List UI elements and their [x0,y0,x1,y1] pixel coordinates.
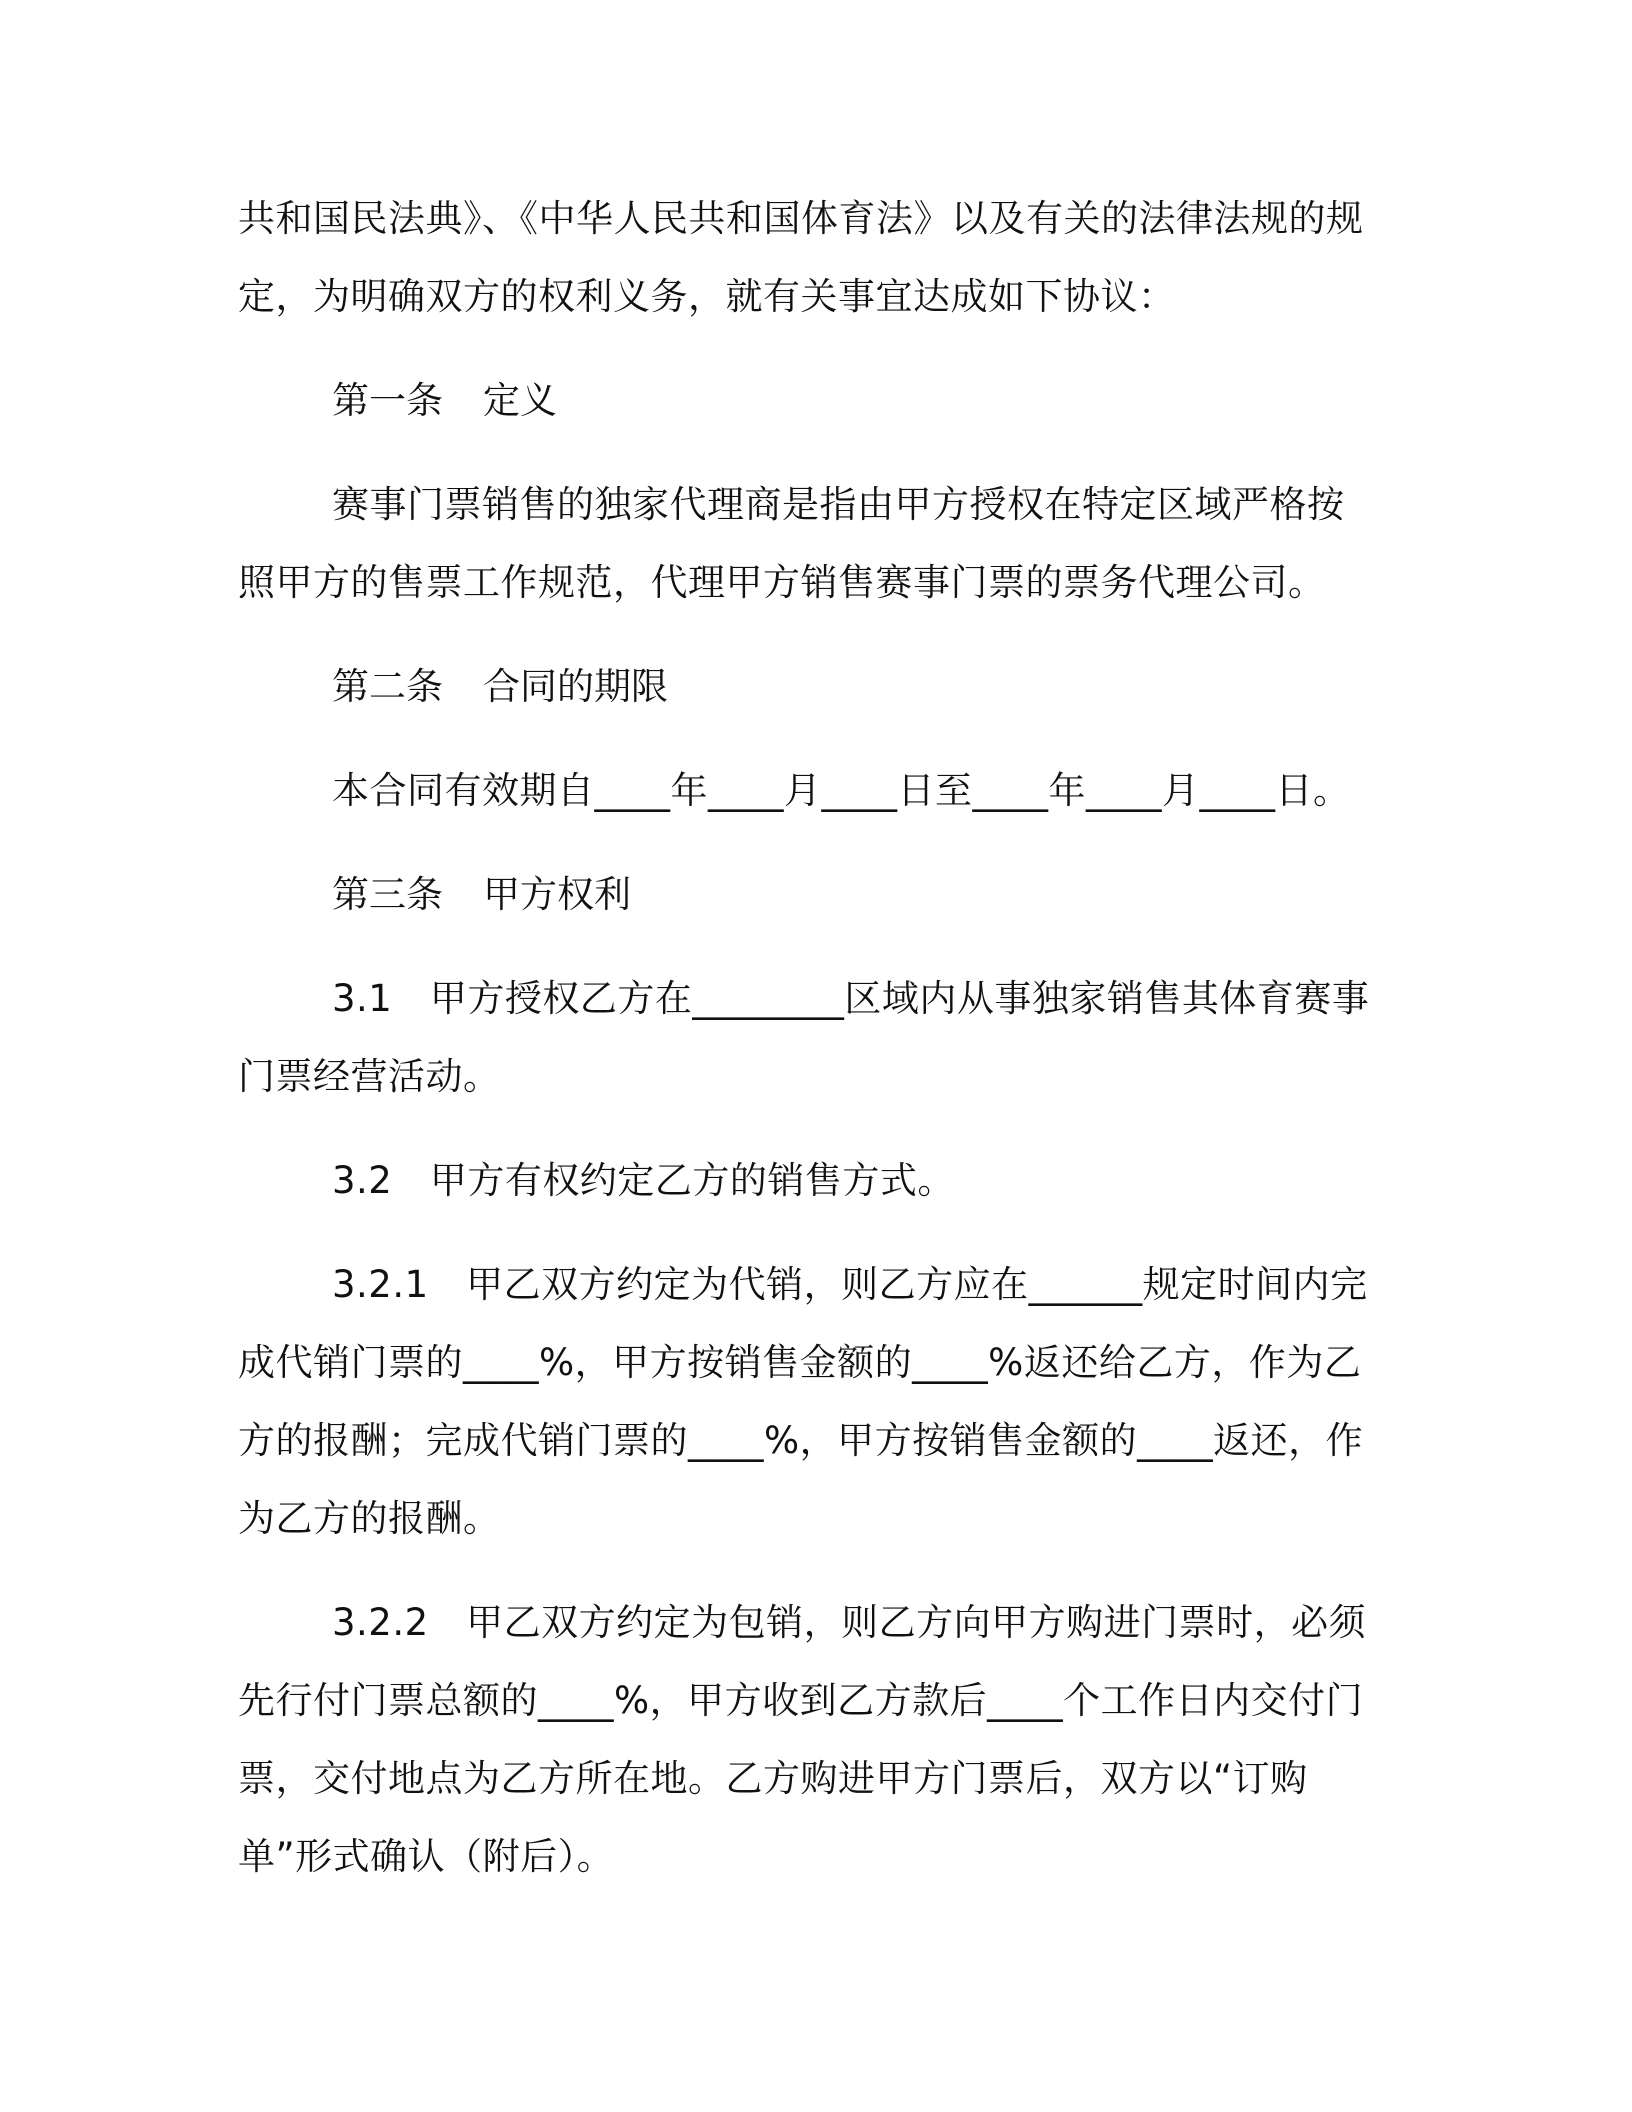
article-2-number: 第二条 [332,665,443,708]
contract-term-paragraph: 本合同有效期自____年____月____日至____年____月____日。 [332,769,1351,812]
article-3-heading [238,856,1378,934]
article-2-heading [238,648,1378,726]
article-1-heading [238,362,1378,440]
article-1-title: 定义 [483,379,557,422]
clause-3-2: 3.2 甲方有权约定乙方的销售方式。 [332,1159,955,1202]
clause-3-2-2: 3.2.2 甲乙双方约定为包销，则乙方向甲方购进门票时，必须先行付门票总额的____%，甲方收到乙方款后____个工作日内交付门票，交付地点为乙方所在地。乙方购进甲方门票后，双方以“订购单”形式确认（附后）。 [238,1601,1367,1878]
clause-3-1: 3.1 甲方授权乙方在________区域内从事独家销售其体育赛事门票经营活动。 [238,977,1370,1098]
article-1-number: 第一条 [332,379,443,422]
document-body [238,180,1378,1922]
article-1-definition: 赛事门票销售的独家代理商是指由甲方授权在特定区域严格按照甲方的售票工作规范，代理甲方销售赛事门票的票务代理公司。 [238,483,1345,604]
article-3-number: 第三条 [332,873,443,916]
article-3-title: 甲方权利 [483,873,631,916]
article-2-title: 合同的期限 [483,665,668,708]
clause-3-2-1: 3.2.1 甲乙双方约定为代销，则乙方应在______规定时间内完成代销门票的____%，甲方按销售金额的____%返还给乙方，作为乙方的报酬；完成代销门票的____%，甲方按销售金额的____返还，作为乙方的报酬。 [238,1263,1368,1540]
intro-paragraph: 共和国民法典》、《中华人民共和国体育法》以及有关的法律法规的规定，为明确双方的权利义务，就有关事宜达成如下协议： [238,197,1364,318]
